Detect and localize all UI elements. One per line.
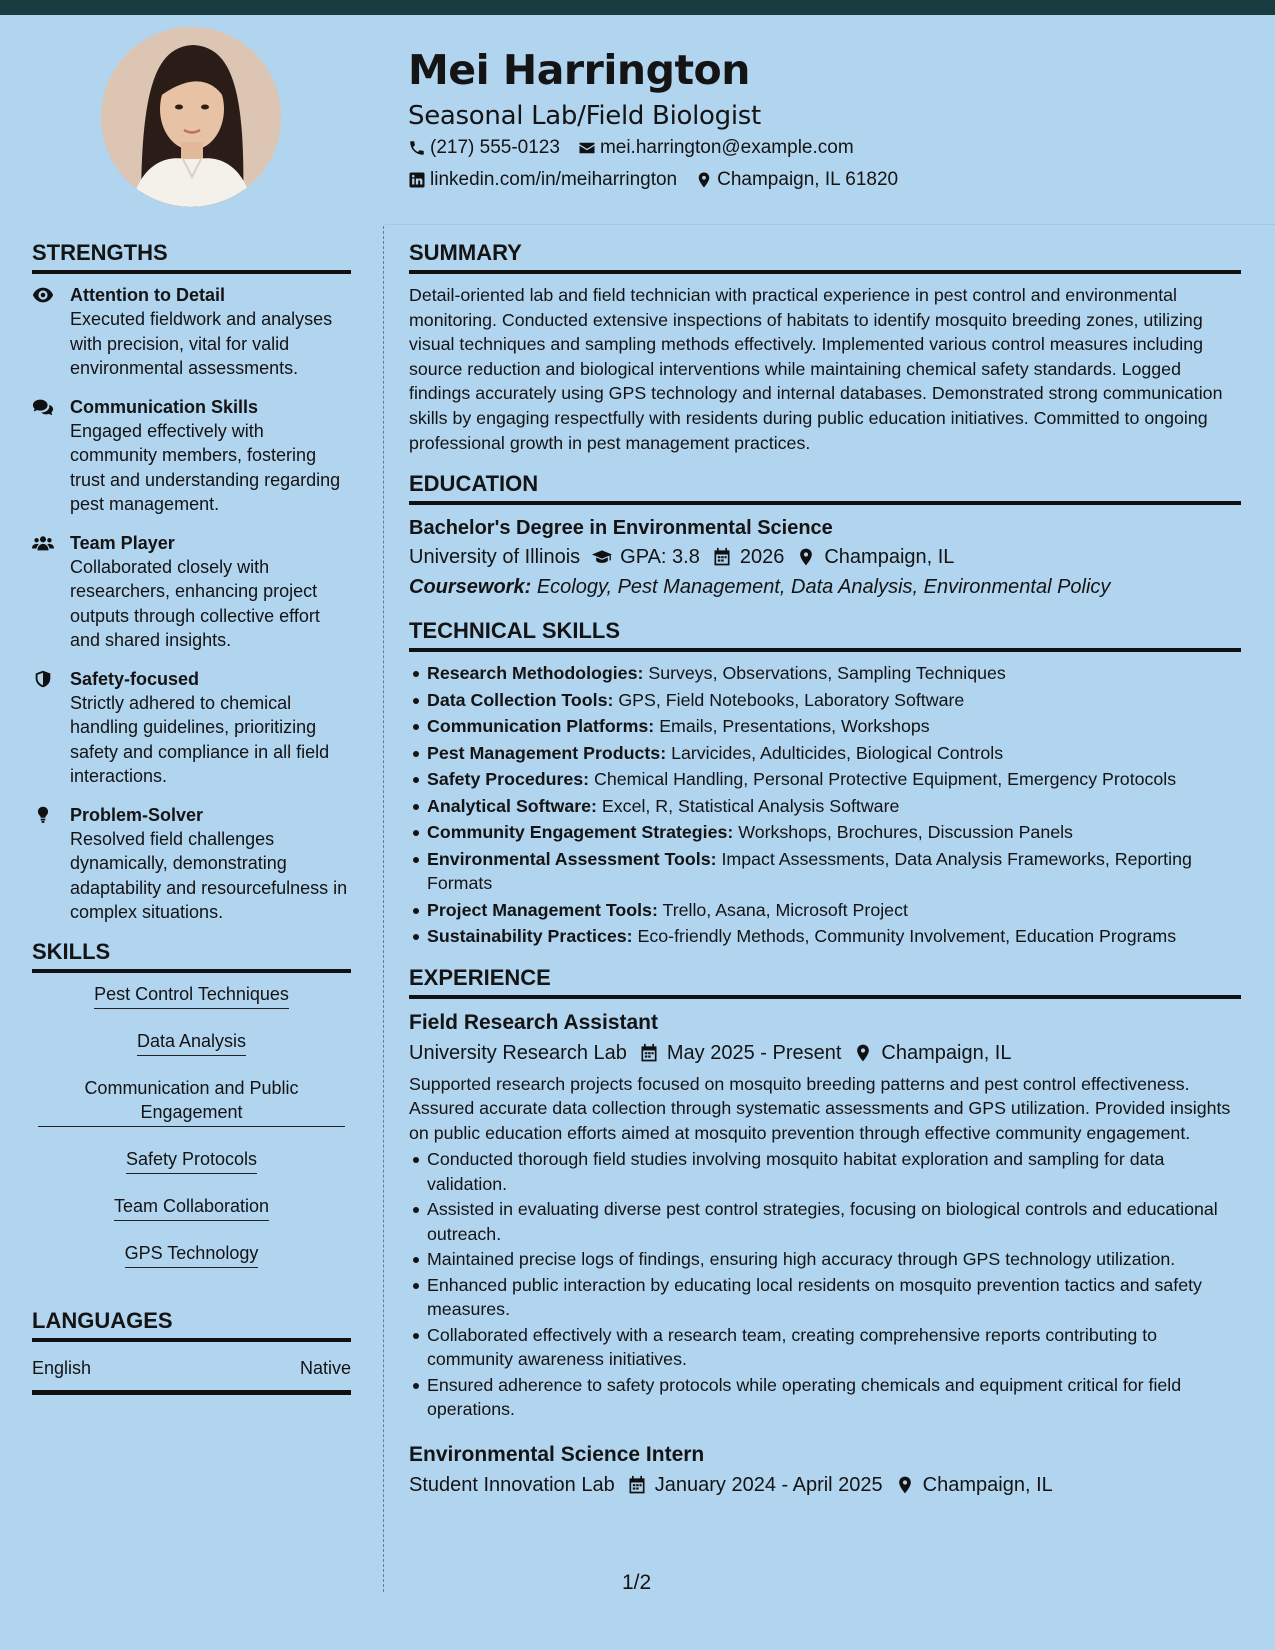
job-meta — [409, 1038, 1241, 1068]
location-text: Champaign, IL 61820 — [717, 169, 899, 190]
language-row — [32, 1356, 351, 1395]
job-location-item — [853, 1038, 1011, 1068]
map-marker-icon — [796, 547, 816, 567]
strength-item — [32, 283, 351, 381]
job-meta — [409, 1470, 1241, 1500]
job-location-item — [895, 1470, 1053, 1500]
page-number: 1/2 — [622, 1571, 652, 1594]
linkedin-text: linkedin.com/in/meiharrington — [430, 169, 678, 190]
education-meta — [409, 542, 1241, 572]
graduation-cap-icon — [592, 547, 612, 567]
header-rule — [385, 224, 1275, 225]
language-level: Native — [299, 1357, 351, 1378]
phone-text: (217) 555-0123 — [430, 137, 560, 158]
coursework — [409, 572, 1241, 602]
list-item: Environmental Assessment Tools: Impact Assessments, Data Analysis Frameworks, Reporting Formats — [409, 847, 1241, 896]
job-bullets — [409, 1147, 1241, 1422]
linkedin-icon — [408, 171, 426, 189]
email-text: mei.harrington@example.com — [599, 137, 854, 158]
company-name: University Research Lab — [409, 1041, 627, 1064]
strength-item — [32, 395, 351, 517]
eye-icon — [32, 286, 54, 304]
contact-row-1 — [408, 132, 1228, 164]
contact-row-2 — [408, 164, 1228, 196]
job-title: Field Research Assistant — [409, 1010, 658, 1034]
strength-desc: Strictly adhered to chemical handling guidelines, prioritizing safety and compliance in all field interactions. — [70, 692, 330, 786]
strength-desc: Resolved field challenges dynamically, demonstrating adaptability and resourcefulness in complex situations. — [70, 828, 348, 922]
list-item: Conducted thorough field studies involving mosquito habitat exploration and sampling for data validation. — [409, 1147, 1241, 1196]
linkedin-contact[interactable] — [408, 164, 677, 196]
strength-item — [32, 803, 351, 925]
list-item: Maintained precise logs of findings, ensuring high accuracy through GPS technology utilization. — [409, 1247, 1241, 1272]
left-column — [32, 240, 351, 1395]
job-description: Supported research projects focused on mosquito breeding patterns and pest control effectiveness. Assured accurate data collection through systematic assessments and GPS utilization. Provided insights on public education efforts aimed at mosquito prevention through effective community engagement. — [409, 1073, 1231, 1143]
strength-title: Problem-Solver — [70, 804, 204, 825]
summary-text: Detail-oriented lab and field technician with practical experience in pest control and environmental monitoring. Conducted extensive inspections of habitats to identify mosquito breeding zones, utilizing visual techniques and sampling methods effectively. Implemented various control measures including source reduction and biological interventions while maintaining chemical safety standards. Logged findings accurately using GPS technology and internal databases. Demonstrated strong communication skills by engaging respectfully with residents during public education initiatives. Committed to ongoing professional growth in pest management practices. — [409, 285, 1223, 453]
education-heading: EDUCATION — [409, 471, 1241, 505]
candidate-name: Mei Harrington — [408, 46, 750, 94]
map-marker-icon — [853, 1043, 873, 1063]
strengths-heading: STRENGTHS — [32, 240, 351, 274]
skill-tag: Team Collaboration — [32, 1194, 351, 1221]
job-title: Environmental Science Intern — [409, 1442, 705, 1466]
email-contact[interactable] — [578, 132, 854, 164]
strength-item — [32, 667, 351, 789]
top-bar — [0, 0, 1275, 15]
list-item: Project Management Tools: Trello, Asana, Microsoft Project — [409, 898, 1241, 923]
list-item: Data Collection Tools: GPS, Field Notebooks, Laboratory Software — [409, 688, 1241, 713]
list-item: Assisted in evaluating diverse pest control strategies, focusing on biological controls and educational outreach. — [409, 1197, 1241, 1246]
strength-title: Attention to Detail — [70, 285, 225, 305]
list-item: Sustainability Practices: Eco-friendly Methods, Community Involvement, Education Programs — [409, 924, 1241, 949]
edu-location-text: Champaign, IL — [824, 546, 955, 569]
list-item: Ensured adherence to safety protocols while operating chemicals and equipment critical for field operations. — [409, 1373, 1241, 1422]
strength-item — [32, 531, 351, 653]
list-item: Enhanced public interaction by educating local residents on mosquito prevention tactics and safety measures. — [409, 1273, 1241, 1322]
map-marker-icon — [895, 1475, 915, 1495]
right-column — [409, 240, 1241, 1500]
users-icon — [32, 534, 54, 552]
strength-desc: Collaborated closely with researchers, enhancing project outputs through collective effort and shared insights. — [70, 556, 320, 650]
resume-header — [408, 40, 1228, 196]
profile-photo — [101, 27, 281, 207]
calendar-icon — [627, 1475, 647, 1495]
gpa-item — [592, 542, 700, 572]
job-dates: May 2025 - Present — [666, 1041, 842, 1064]
list-item: Collaborated effectively with a research team, creating comprehensive reports contributing to community awareness initiatives. — [409, 1323, 1241, 1372]
coursework-text: Ecology, Pest Management, Data Analysis, Environmental Policy — [536, 576, 1111, 599]
phone-icon — [408, 139, 426, 157]
strength-title: Safety-focused — [70, 668, 200, 689]
column-divider — [383, 226, 384, 1592]
list-item: Pest Management Products: Larvicides, Adulticides, Biological Controls — [409, 741, 1241, 766]
job-entry — [409, 1440, 1241, 1500]
skill-tag: GPS Technology — [32, 1241, 351, 1268]
list-item: Analytical Software: Excel, R, Statistical Analysis Software — [409, 794, 1241, 819]
technical-skills-heading: TECHNICAL SKILLS — [409, 618, 1241, 652]
job-entry — [409, 1008, 1241, 1422]
strength-desc: Engaged effectively with community members, fostering trust and understanding regarding pest management. — [70, 420, 341, 514]
language-name: English — [32, 1357, 92, 1378]
edu-location-item — [796, 542, 954, 572]
lightbulb-icon — [32, 806, 54, 824]
job-dates: January 2024 - April 2025 — [654, 1473, 883, 1496]
summary-heading: SUMMARY — [409, 240, 1241, 274]
job-location: Champaign, IL — [881, 1041, 1012, 1064]
strength-title: Communication Skills — [70, 396, 259, 417]
skills-heading: SKILLS — [32, 939, 351, 973]
calendar-icon — [639, 1043, 659, 1063]
school-name: University of Illinois — [409, 546, 581, 569]
list-item: Communication Platforms: Emails, Presentations, Workshops — [409, 714, 1241, 739]
comments-icon — [32, 398, 54, 416]
skill-tag: Pest Control Techniques — [32, 982, 351, 1009]
phone-contact[interactable] — [408, 132, 560, 164]
map-marker-icon — [695, 171, 713, 189]
degree-title: Bachelor's Degree in Environmental Science — [409, 517, 833, 540]
candidate-title: Seasonal Lab/Field Biologist — [408, 101, 761, 131]
company-name: Student Innovation Lab — [409, 1473, 615, 1496]
list-item: Safety Procedures: Chemical Handling, Personal Protective Equipment, Emergency Protocols — [409, 767, 1241, 792]
strength-desc: Executed fieldwork and analyses with precision, vital for valid environmental assessments. — [70, 309, 333, 378]
skill-tag: Data Analysis — [32, 1029, 351, 1056]
list-item: Research Methodologies: Surveys, Observations, Sampling Techniques — [409, 661, 1241, 686]
location-contact — [695, 164, 898, 196]
gpa-text: GPA: 3.8 — [620, 546, 700, 569]
skill-tag: Safety Protocols — [32, 1147, 351, 1174]
experience-heading: EXPERIENCE — [409, 965, 1241, 999]
calendar-icon — [712, 547, 732, 567]
strength-title: Team Player — [70, 532, 175, 553]
skill-tag: Communication and Public Engagement — [32, 1076, 351, 1127]
languages-heading: LANGUAGES — [32, 1308, 351, 1342]
envelope-icon — [578, 139, 596, 157]
job-dates-item — [639, 1038, 842, 1068]
job-location: Champaign, IL — [922, 1473, 1053, 1496]
shield-icon — [32, 670, 54, 688]
skills-list — [32, 982, 351, 1268]
year-text: 2026 — [739, 546, 785, 569]
job-dates-item — [627, 1470, 883, 1500]
coursework-label: Coursework: — [409, 576, 532, 599]
technical-skills-list — [409, 661, 1241, 949]
list-item: Community Engagement Strategies: Workshops, Brochures, Discussion Panels — [409, 820, 1241, 845]
year-item — [712, 542, 785, 572]
